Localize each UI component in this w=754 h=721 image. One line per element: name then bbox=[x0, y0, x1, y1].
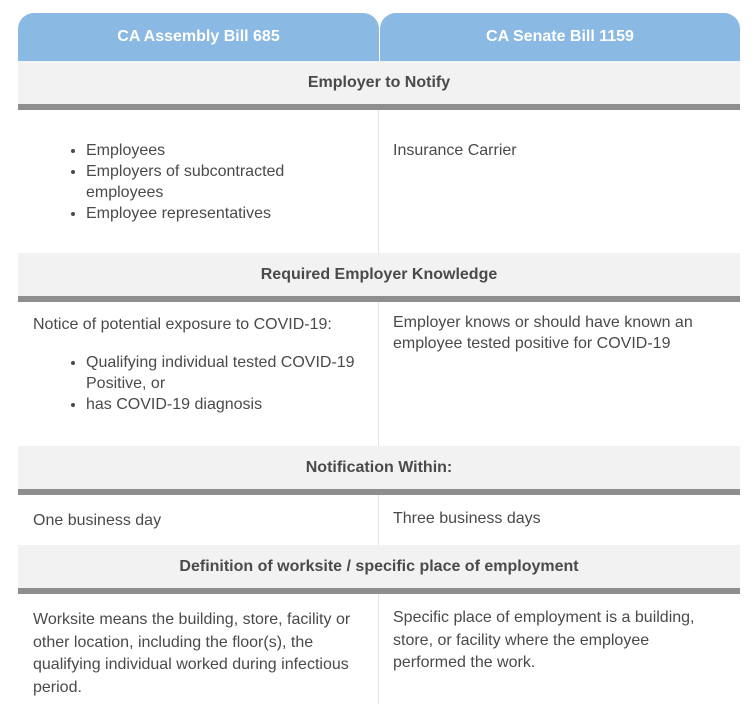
list-item: • Employee representatives bbox=[86, 203, 362, 224]
section-title: Required Employer Knowledge bbox=[260, 265, 498, 283]
list-item: • Employees bbox=[86, 140, 362, 161]
table-row bbox=[18, 495, 740, 545]
section-title: Employer to Notify bbox=[307, 73, 451, 91]
list-item: • Employers of subcontracted employees bbox=[86, 161, 362, 203]
table-row bbox=[18, 110, 740, 253]
cell-text: Employer knows or should have known an employee tested positive for COVID-19 bbox=[393, 314, 693, 352]
assembly-bill-cell bbox=[18, 110, 379, 253]
section-title: Definition of worksite / specific place of employment bbox=[179, 557, 579, 575]
assembly-bill-cell bbox=[18, 594, 379, 704]
list-item: • Qualifying individual tested COVID-19 Positive, or bbox=[86, 352, 362, 394]
cell-text: One business day bbox=[33, 512, 162, 529]
assembly-bill-cell bbox=[18, 495, 379, 545]
section-header-notification-within bbox=[18, 446, 740, 495]
senate-bill-cell bbox=[379, 110, 740, 253]
table-row bbox=[18, 594, 740, 704]
assembly-bill-cell bbox=[18, 302, 379, 446]
list-item: • has COVID-19 diagnosis bbox=[86, 394, 362, 415]
bullet-list bbox=[33, 352, 362, 415]
column-header-senate-bill bbox=[380, 13, 740, 61]
cell-text: Worksite means the building, store, facility or other location, including the floor(s), the qualifying individual worked during infectious period. bbox=[33, 611, 351, 696]
column-header-assembly-bill-label: CA Assembly Bill 685 bbox=[117, 28, 280, 45]
section-header-worksite-definition bbox=[18, 545, 740, 594]
senate-bill-cell bbox=[379, 495, 740, 545]
column-header-assembly-bill bbox=[18, 13, 379, 61]
section-header-required-knowledge bbox=[18, 253, 740, 302]
cell-intro-text: Notice of potential exposure to COVID-19: bbox=[33, 316, 332, 333]
senate-bill-cell bbox=[379, 594, 740, 704]
cell-text: Specific place of employment is a building, store, or facility where the employee performed the work. bbox=[393, 609, 695, 671]
section-title: Notification Within: bbox=[305, 458, 453, 476]
cell-text: Insurance Carrier bbox=[393, 142, 517, 159]
table-row bbox=[18, 302, 740, 446]
bullet-list bbox=[33, 140, 362, 224]
senate-bill-cell bbox=[379, 302, 740, 446]
column-header-senate-bill-label: CA Senate Bill 1159 bbox=[486, 28, 634, 45]
section-header-employer-to-notify bbox=[18, 61, 740, 110]
cell-text: Three business days bbox=[393, 510, 541, 527]
comparison-table bbox=[18, 61, 740, 704]
